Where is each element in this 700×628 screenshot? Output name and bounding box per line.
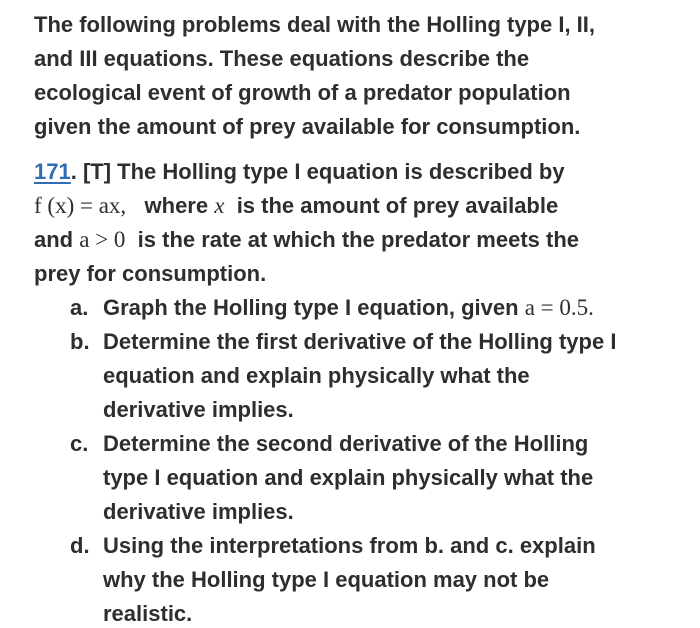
a-description: is the rate at which the predator meets the	[137, 227, 580, 252]
problem-tag: [T]	[82, 159, 112, 184]
item-b-line-1: Determine the first derivative of the Holling type I	[103, 329, 617, 354]
variable-x: x	[214, 193, 225, 218]
item-d-line-3: realistic.	[103, 601, 193, 626]
problem-condition-line	[34, 226, 579, 254]
problem-header-line	[34, 158, 565, 186]
where-text: where	[144, 193, 209, 218]
item-a-line-1: Graph the Holling type I equation, given a = 0.5.	[103, 295, 594, 320]
problem-statement-start: The Holling type I equation is described by	[117, 159, 565, 184]
item-marker-d: d.	[70, 533, 90, 558]
item-b-line-2: equation and explain physically what the	[103, 363, 530, 388]
item-c-line-3: derivative implies.	[103, 499, 294, 524]
item-c-line-2: type I equation and explain physically what the	[103, 465, 594, 490]
item-a-math: a = 0.5.	[524, 295, 594, 320]
intro-line-2: and III equations. These equations describe the	[34, 46, 530, 71]
and-text: and	[34, 227, 74, 252]
item-marker-a: a.	[70, 295, 89, 320]
item-marker-c: c.	[70, 431, 89, 456]
item-d-line-1: Using the interpretations from b. and c. explain	[103, 533, 596, 558]
problem-equation-line	[34, 192, 558, 220]
item-marker-b: b.	[70, 329, 90, 354]
item-d-line-2: why the Holling type I equation may not be	[103, 567, 550, 592]
problem-statement-end: prey for consumption.	[34, 261, 267, 286]
item-b-line-3: derivative implies.	[103, 397, 294, 422]
intro-line-4: given the amount of prey available for consumption.	[34, 114, 581, 139]
item-c-line-1: Determine the second derivative of the Holling	[103, 431, 589, 456]
intro-line-1: The following problems deal with the Holling type I, II,	[34, 12, 596, 37]
problem-number-link[interactable]: 171	[34, 159, 71, 184]
a-condition: a > 0	[79, 227, 126, 252]
intro-line-3: ecological event of growth of a predator population	[34, 80, 571, 105]
x-description: is the amount of prey available	[236, 193, 559, 218]
problem-number-period: .	[70, 159, 83, 184]
holling-equation: f (x) = ax,	[34, 193, 127, 218]
